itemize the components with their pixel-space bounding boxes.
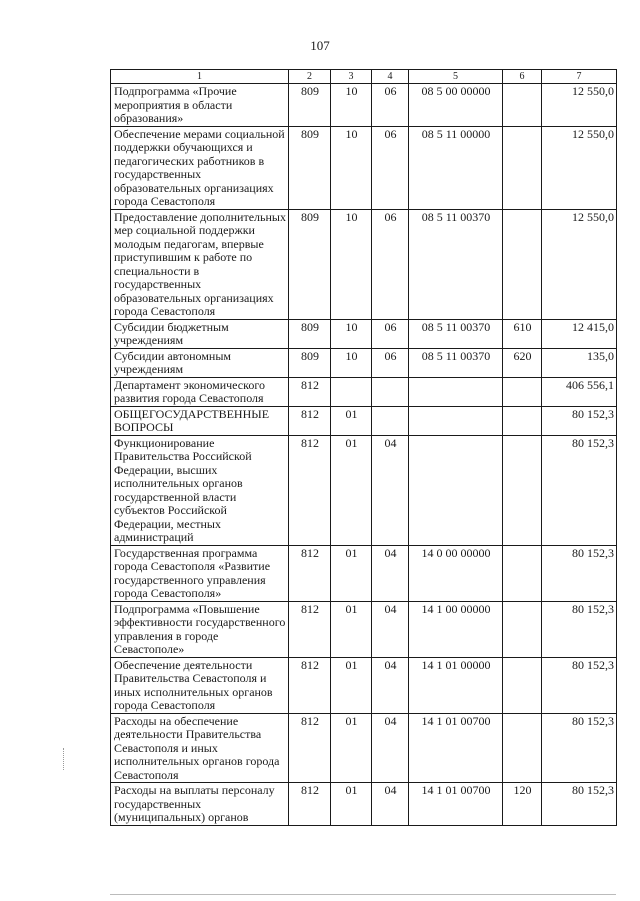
subsection-code-cell	[372, 377, 409, 406]
margin-mark	[63, 748, 66, 770]
target-article-cell	[409, 377, 503, 406]
target-article-cell: 08 5 11 00370	[409, 209, 503, 319]
row-name-cell: Расходы на выплаты персоналу государственных (муниципальных) органов	[111, 783, 289, 826]
subsection-code-cell: 04	[372, 435, 409, 545]
column-number: 4	[372, 70, 409, 84]
target-article-cell: 14 1 00 00000	[409, 601, 503, 657]
column-number: 6	[503, 70, 542, 84]
amount-cell: 80 152,3	[542, 435, 617, 545]
amount-cell: 80 152,3	[542, 406, 617, 435]
column-number: 2	[289, 70, 331, 84]
page-number: 107	[310, 38, 330, 53]
row-name-cell: Обеспечение деятельности Правительства Севастополя и иных исполнительных органов города Севастополя	[111, 657, 289, 713]
target-article-cell	[409, 406, 503, 435]
ministry-code-cell: 809	[289, 84, 331, 127]
column-number: 7	[542, 70, 617, 84]
table-body	[111, 84, 617, 826]
row-name-cell: ОБЩЕГОСУДАРСТВЕННЫЕ ВОПРОСЫ	[111, 406, 289, 435]
subsection-code-cell: 06	[372, 84, 409, 127]
subsection-code-cell: 04	[372, 545, 409, 601]
expense-type-cell: 620	[503, 348, 542, 377]
target-article-cell: 08 5 11 00370	[409, 348, 503, 377]
section-code-cell	[331, 377, 372, 406]
section-code-cell: 10	[331, 84, 372, 127]
amount-cell: 135,0	[542, 348, 617, 377]
table-row	[111, 435, 617, 545]
expense-type-cell	[503, 657, 542, 713]
table-row	[111, 377, 617, 406]
table-row	[111, 657, 617, 713]
amount-cell: 12 550,0	[542, 209, 617, 319]
subsection-code-cell: 06	[372, 209, 409, 319]
row-name-cell: Подпрограмма «Прочие мероприятия в области образования»	[111, 84, 289, 127]
section-code-cell: 01	[331, 406, 372, 435]
table-row	[111, 209, 617, 319]
subsection-code-cell: 04	[372, 657, 409, 713]
amount-cell: 12 550,0	[542, 126, 617, 209]
ministry-code-cell: 809	[289, 348, 331, 377]
target-article-cell: 14 1 01 00000	[409, 657, 503, 713]
row-name-cell: Департамент экономического развития города Севастополя	[111, 377, 289, 406]
subsection-code-cell: 06	[372, 348, 409, 377]
ministry-code-cell: 812	[289, 435, 331, 545]
expense-type-cell: 120	[503, 783, 542, 826]
subsection-code-cell: 06	[372, 319, 409, 348]
table-row	[111, 406, 617, 435]
target-article-cell: 08 5 00 00000	[409, 84, 503, 127]
expense-type-cell	[503, 601, 542, 657]
table-row	[111, 319, 617, 348]
expense-type-cell	[503, 713, 542, 783]
section-code-cell: 01	[331, 601, 372, 657]
section-code-cell: 01	[331, 435, 372, 545]
table-row	[111, 84, 617, 127]
subsection-code-cell: 06	[372, 126, 409, 209]
section-code-cell: 10	[331, 209, 372, 319]
subsection-code-cell: 04	[372, 713, 409, 783]
ministry-code-cell: 812	[289, 545, 331, 601]
table-row	[111, 713, 617, 783]
page-bottom-rule	[110, 894, 616, 895]
expense-type-cell	[503, 84, 542, 127]
ministry-code-cell: 812	[289, 406, 331, 435]
amount-cell: 406 556,1	[542, 377, 617, 406]
section-code-cell: 10	[331, 348, 372, 377]
ministry-code-cell: 812	[289, 783, 331, 826]
target-article-cell: 14 1 01 00700	[409, 713, 503, 783]
section-code-cell: 01	[331, 713, 372, 783]
subsection-code-cell: 04	[372, 601, 409, 657]
column-number: 3	[331, 70, 372, 84]
expense-type-cell	[503, 126, 542, 209]
table-row	[111, 601, 617, 657]
column-number: 5	[409, 70, 503, 84]
ministry-code-cell: 812	[289, 377, 331, 406]
expense-type-cell: 610	[503, 319, 542, 348]
table-row	[111, 545, 617, 601]
section-code-cell: 01	[331, 545, 372, 601]
section-code-cell: 10	[331, 319, 372, 348]
expense-type-cell	[503, 209, 542, 319]
section-code-cell: 10	[331, 126, 372, 209]
amount-cell: 80 152,3	[542, 783, 617, 826]
amount-cell: 12 415,0	[542, 319, 617, 348]
row-name-cell: Субсидии бюджетным учреждениям	[111, 319, 289, 348]
table-row	[111, 126, 617, 209]
target-article-cell: 08 5 11 00370	[409, 319, 503, 348]
row-name-cell: Обеспечение мерами социальной поддержки обучающихся и педагогических работников в государственных образовательных организациях города Севастополя	[111, 126, 289, 209]
amount-cell: 80 152,3	[542, 657, 617, 713]
target-article-cell: 14 1 01 00700	[409, 783, 503, 826]
subsection-code-cell	[372, 406, 409, 435]
ministry-code-cell: 809	[289, 209, 331, 319]
amount-cell: 80 152,3	[542, 545, 617, 601]
row-name-cell: Предоставление дополнительных мер социальной поддержки молодым педагогам, впервые приступившим к работе по специальности в государственных образовательных организациях города Севастополя	[111, 209, 289, 319]
table-row	[111, 348, 617, 377]
amount-cell: 12 550,0	[542, 84, 617, 127]
row-name-cell: Функционирование Правительства Российской Федерации, высших исполнительных органов государственной власти субъектов Российской Федерации, местных администраций	[111, 435, 289, 545]
target-article-cell: 08 5 11 00000	[409, 126, 503, 209]
column-number: 1	[111, 70, 289, 84]
row-name-cell: Расходы на обеспечение деятельности Правительства Севастополя и иных исполнительных органов города Севастополя	[111, 713, 289, 783]
expense-type-cell	[503, 406, 542, 435]
column-number-row	[111, 70, 617, 84]
target-article-cell	[409, 435, 503, 545]
row-name-cell: Государственная программа города Севастополя «Развитие государственного управления города Севастополя»	[111, 545, 289, 601]
expense-type-cell	[503, 435, 542, 545]
ministry-code-cell: 812	[289, 657, 331, 713]
ministry-code-cell: 812	[289, 601, 331, 657]
row-name-cell: Подпрограмма «Повышение эффективности государственного управления в городе Севастополе»	[111, 601, 289, 657]
ministry-code-cell: 809	[289, 126, 331, 209]
subsection-code-cell: 04	[372, 783, 409, 826]
amount-cell: 80 152,3	[542, 713, 617, 783]
budget-table	[110, 69, 617, 826]
ministry-code-cell: 812	[289, 713, 331, 783]
section-code-cell: 01	[331, 657, 372, 713]
target-article-cell: 14 0 00 00000	[409, 545, 503, 601]
ministry-code-cell: 809	[289, 319, 331, 348]
expense-type-cell	[503, 377, 542, 406]
expense-type-cell	[503, 545, 542, 601]
row-name-cell: Субсидии автономным учреждениям	[111, 348, 289, 377]
amount-cell: 80 152,3	[542, 601, 617, 657]
table-row	[111, 783, 617, 826]
section-code-cell: 01	[331, 783, 372, 826]
